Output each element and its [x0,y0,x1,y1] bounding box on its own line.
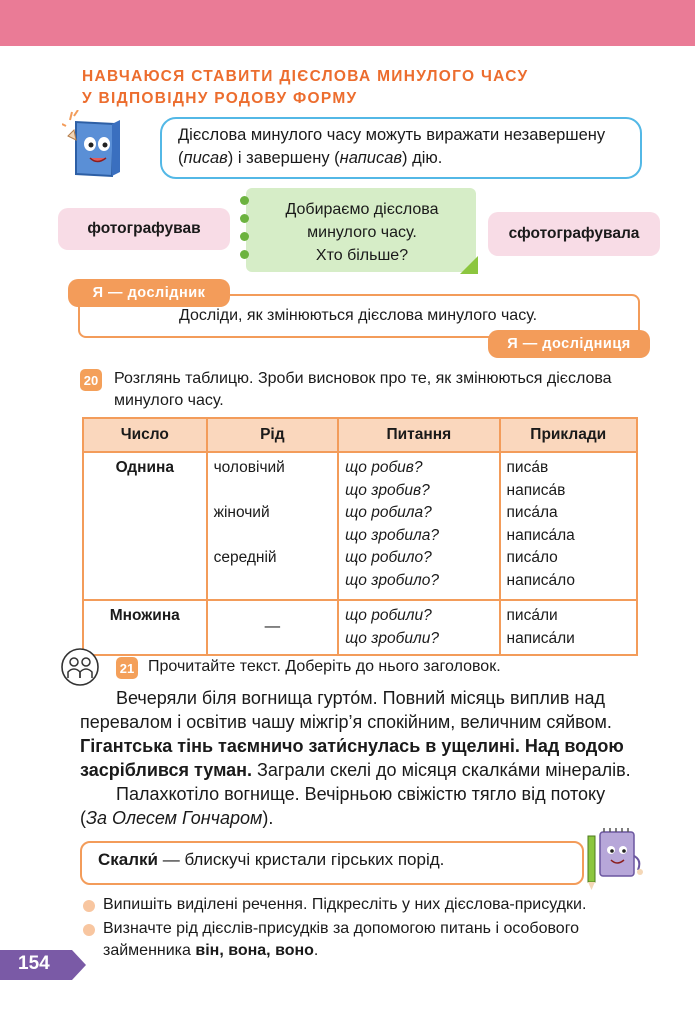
table-row-singular [83,452,637,600]
story-paren-open: ( [80,808,86,828]
note-ring-icon [240,250,249,259]
example-item: писа́ли [506,607,558,624]
question-item: що робили? [345,607,432,624]
task-number-20: 20 [80,369,102,391]
researcher-tag-male: Я — дослідник [68,279,230,307]
table-header-number: Число [83,418,207,452]
game-line-2: минулого часу. [307,224,417,241]
sticky-note-fold [460,256,478,274]
question-item: що робило? [345,549,432,566]
example-item: писа́ло [506,549,558,566]
rule-end: ) дію. [402,149,443,167]
cell-plural-questions [338,600,499,655]
example-item: написа́ли [506,629,575,647]
cell-singular-genders [207,452,339,600]
story-paren-close: ). [262,808,274,828]
task-20-line-2: минулого часу. [114,392,224,409]
story-line-6 [80,806,640,830]
rule-word-pysav: писав [183,149,228,167]
story-line-3: Гігантська тінь таємничо зати́снулась в ущелині. Над водою [80,736,624,756]
heading-line-1: НАВЧАЮСЯ СТАВИТИ ДІЄСЛОВА МИНУЛОГО ЧАСУ [82,68,529,85]
gender-masculine: чоловічий [213,459,285,476]
question-item: що робила? [345,504,432,521]
instruction-1: Випишіть виділені речення. Підкресліть у них дієслова-присудки. [103,896,587,913]
story-bold-end: засріблився туман. [80,760,253,780]
rule-paren-open: ( [178,149,184,167]
cell-singular-questions [338,452,499,600]
definition-text [98,850,444,870]
instruction-2-start: займенника [103,942,196,959]
question-item: що зробила? [345,526,439,544]
pair-work-icon [60,647,100,687]
section-heading [82,66,528,110]
table-header-examples: Приклади [500,418,637,452]
task-number-21: 21 [116,657,138,679]
game-line-3: Хто більше? [315,247,409,264]
rule-word-napysav: написав [339,149,403,167]
example-item: написа́ла [506,526,575,544]
notepad-mascot-icon [574,826,648,892]
instruction-2 [103,918,648,962]
researcher-tag-female: Я — дослідниця [488,330,650,358]
cell-singular-examples [500,452,637,600]
example-item: написа́в [506,481,566,499]
rule-note-text [178,124,638,170]
question-item: що зробили? [345,629,439,647]
research-text: Досліди, як змінюються дієслова минулого часу. [178,307,538,324]
story-line-5: Палахкотіло вогнище. Вечірньою свіжістю тягло від потоку [116,784,606,804]
cell-plural-gender: — [207,600,339,655]
example-item: писа́ла [506,504,558,521]
cell-plural-examples [500,600,637,655]
instruction-2-line-1: Визначте рід дієслів-присудків за допомогою питань і особового [103,920,580,937]
rule-note-line-1: Дієслова минулого часу можуть виражати незавершену [178,126,606,144]
instruction-2-line-2 [103,940,648,962]
story-text [80,686,640,830]
gender-neuter: середній [213,549,277,566]
question-item: що робив? [345,459,423,476]
example-item: писа́в [506,459,549,476]
task-21-text: Прочитайте текст. Доберіть до нього заголовок. [148,658,501,675]
game-note-text [262,198,462,267]
game-line-1: Добираємо дієслова [285,201,439,218]
table-header-question: Питання [338,418,499,452]
word-card-right: сфотографувала [488,212,660,256]
table-row-plural [83,600,637,655]
cell-plural: Множина [83,600,207,655]
definition-term: Скалки́ [98,850,158,869]
note-ring-icon [240,196,249,205]
table-header-gender: Рід [207,418,339,452]
heading-line-2: У ВІДПОВІДНУ РОДОВУ ФОРМУ [82,90,358,107]
bullet-dot [83,900,95,912]
bullet-dot [83,924,95,936]
task-20-line-1: Розглянь таблицю. Зроби висновок про те, як змінюються дієслова [114,370,612,387]
page-number: 154 [18,953,50,974]
story-rest: Заграли скелі до місяця скалка́ми мінералів. [252,760,631,780]
instruction-2-pronouns: він, вона, воно [195,942,314,959]
question-item: що зробив? [345,481,430,499]
instruction-2-end: . [313,942,319,959]
rule-mid: ) і завершену ( [227,149,340,167]
story-line-4 [80,758,640,782]
gender-feminine: жіночий [213,504,270,521]
example-item: написа́ло [506,571,575,589]
book-mascot-icon [62,110,134,182]
cell-singular: Однина [83,452,207,600]
definition-rest: — блискучі кристали гірських порід. [158,850,445,869]
note-ring-icon [240,232,249,241]
verb-forms-table [82,417,638,656]
story-line-1: Вечеряли біля вогнища гурто́м. Повний місяць виплив над [116,688,605,708]
story-line-2: перевалом і освітив чашу міжгір’я спокійним, величним сяйвом. [80,712,612,732]
story-author: За Олесем Гончаром [86,808,263,828]
rule-note-line-2 [178,147,638,170]
task-20-text [114,368,644,412]
note-ring-icon [240,214,249,223]
top-color-bar [0,0,695,46]
question-item: що зробило? [345,571,439,589]
word-card-left: фотографував [58,208,230,250]
